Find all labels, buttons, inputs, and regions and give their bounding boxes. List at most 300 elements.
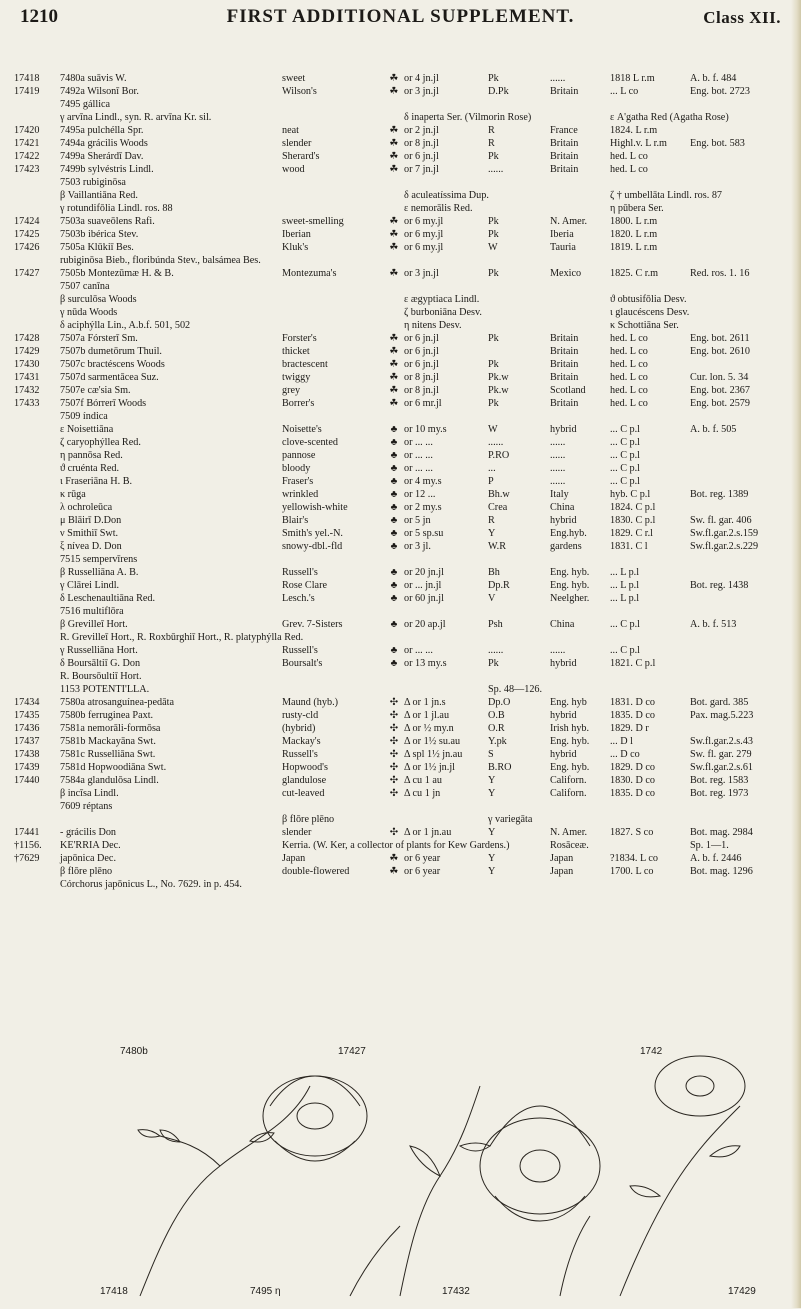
cell-sym: ♣ — [390, 463, 398, 474]
cell-en: Iberian — [282, 229, 311, 240]
cell-n: 17424 — [14, 216, 40, 227]
cell-en: glandulose — [282, 775, 327, 786]
cell-year: ι glaucéscens Desv. — [610, 307, 690, 318]
cell-name: 7507a Fórsterī Sm. — [60, 333, 138, 344]
cell-sym: ☘ — [389, 164, 399, 175]
cell-ref: A. b. f. 505 — [690, 424, 737, 435]
cell-flower: Y — [488, 866, 496, 877]
cell-year: ... C p.l — [610, 476, 641, 487]
cell-country: Eng. hyb — [550, 697, 587, 708]
cell-flower: Sp. 48—126. — [488, 684, 543, 695]
cell-ref: Eng. bot. 2610 — [690, 346, 750, 357]
cell-name: 7515 sempervīrens — [60, 554, 138, 565]
cell-year: ... C p.l — [610, 619, 641, 630]
cell-year: 1820. L r.m — [610, 229, 658, 240]
cell-flower: Pk — [488, 216, 499, 227]
cell-year: 1829. D co — [610, 762, 655, 773]
cell-sym: ✣ — [389, 736, 399, 747]
cell-year: 1829. D r — [610, 723, 649, 734]
cell-country: ...... — [550, 645, 566, 656]
cell-flower: Y — [488, 853, 496, 864]
cell-country: Iberia — [550, 229, 574, 240]
cell-ref: Sw.fl.gar.2.s.61 — [690, 762, 754, 773]
cell-flower: W — [488, 424, 498, 435]
cell-name: 7492a Wilsonī Bor. — [60, 86, 139, 97]
cell-en: Wilson's — [282, 86, 317, 97]
cell-sym: ♣ — [390, 645, 398, 656]
cell-country: China — [550, 502, 575, 513]
cell-flower: Y — [488, 827, 496, 838]
cell-habit: or 6 mr.jl — [404, 398, 442, 409]
cell-habit: or 12 ... — [404, 489, 436, 500]
cell-flower: ... — [488, 463, 496, 474]
cell-habit: Δ cu 1 au — [404, 775, 442, 786]
cell-habit: Δ or 1½ jn.jl — [404, 762, 455, 773]
figure-label: 7480b — [120, 1046, 148, 1057]
cell-habit: or 6 jn.jl — [404, 346, 439, 357]
cell-year: hed. L co — [610, 398, 648, 409]
cell-en: Grev. 7-Sisters — [282, 619, 343, 630]
cell-sym: ♣ — [390, 515, 398, 526]
cell-en: double-flowered — [282, 866, 350, 877]
cell-flower: Y — [488, 528, 496, 539]
cell-flower: O.R — [488, 723, 505, 734]
cell-en: bractescent — [282, 359, 328, 370]
cell-habit: or 13 my.s — [404, 658, 447, 669]
page-edge — [791, 0, 801, 1308]
cell-en: Boursalt's — [282, 658, 323, 669]
cell-name: 7507b dumetōrum Thuil. — [60, 346, 162, 357]
cell-flower: Bh — [488, 567, 500, 578]
cell-sym: ☘ — [389, 125, 399, 136]
cell-name: 7505a Klūkiī Bes. — [60, 242, 134, 253]
cell-sym: ✣ — [389, 762, 399, 773]
cell-year: 1835. D co — [610, 710, 655, 721]
cell-year: hed. L co — [610, 346, 648, 357]
cell-sym: ♣ — [390, 489, 398, 500]
cell-name: κ rūga — [60, 489, 86, 500]
cell-name: β Vaillantiāna Red. — [60, 190, 138, 201]
cell-year: ε A'gatha Red (Agatha Rose) — [610, 112, 729, 123]
cell-name: β Russelliāna A. B. — [60, 567, 139, 578]
cell-flower: Pk — [488, 229, 499, 240]
cell-country: Californ. — [550, 788, 587, 799]
cell-en: sweet — [282, 73, 306, 84]
cell-flower: Y.pk — [488, 736, 507, 747]
cell-name: 7507e cæ'sia Sm. — [60, 385, 131, 396]
cell-n: 17438 — [14, 749, 40, 760]
cell-name: β flōre plēno — [60, 866, 113, 877]
cell-n: 17430 — [14, 359, 40, 370]
cell-en: clove-scented — [282, 437, 339, 448]
cell-en: wood — [282, 164, 305, 175]
cell-sym: ✣ — [389, 775, 399, 786]
cell-flower: D.Pk — [488, 86, 509, 97]
cell-country: Italy — [550, 489, 569, 500]
cell-sym: ☘ — [389, 333, 399, 344]
cell-country: Eng. hyb. — [550, 736, 590, 747]
cell-flower: Pk — [488, 73, 499, 84]
cell-ref: Eng. bot. 2611 — [690, 333, 750, 344]
cell-year: 1827. S co — [610, 827, 654, 838]
cell-flower: Psh — [488, 619, 503, 630]
cell-name: ζ caryophýllea Red. — [60, 437, 141, 448]
cell-country: Britain — [550, 346, 579, 357]
cell-year: ... L p.l — [610, 580, 640, 591]
cell-ref: Pax. mag.5.223 — [690, 710, 754, 721]
cell-ref: Eng. bot. 2579 — [690, 398, 750, 409]
cell-name: R. Grevilleī Hort., R. Roxbūrghiī Hort., R. platyphýlla Red. — [60, 632, 304, 643]
cell-habit: ζ burboniāna Desv. — [404, 307, 482, 318]
cell-name: β incīsa Lindl. — [60, 788, 119, 799]
cell-year: ... C p.l — [610, 645, 641, 656]
cell-flower: ...... — [488, 437, 504, 448]
cell-name: γ nūda Woods — [60, 307, 118, 318]
cell-flower: Pk — [488, 268, 499, 279]
page-title: FIRST ADDITIONAL SUPPLEMENT. — [226, 6, 575, 27]
cell-name: - grácilis Don — [60, 827, 117, 838]
cell-n: †1156. — [14, 840, 42, 851]
cell-n: 17435 — [14, 710, 40, 721]
cell-country: Neelgher. — [550, 593, 590, 604]
cell-name: β surculōsa Woods — [60, 294, 137, 305]
cell-n: 17429 — [14, 346, 40, 357]
cell-sym: ✣ — [389, 788, 399, 799]
cell-country: ...... — [550, 73, 566, 84]
cell-country: hybrid — [550, 710, 577, 721]
cell-year: 1830. D co — [610, 775, 655, 786]
cell-name: ν Smithiī Swt. — [60, 528, 119, 539]
cell-sym: ☘ — [389, 359, 399, 370]
cell-n: †7629 — [14, 853, 40, 864]
cell-name: 7584a glandulōsa Lindl. — [60, 775, 159, 786]
cell-name: 7509 índica — [60, 411, 108, 422]
cell-flower: ...... — [488, 164, 504, 175]
cell-year: ?1834. L co — [610, 853, 658, 864]
cell-year: hed. L co — [610, 333, 648, 344]
cell-en: Montezuma's — [282, 268, 337, 279]
cell-country: ...... — [550, 437, 566, 448]
cell-flower: O.B — [488, 710, 505, 721]
cell-name: 7580b ferruginea Paxt. — [60, 710, 154, 721]
cell-country: Scotland — [550, 385, 586, 396]
cell-habit: or 5 jn — [404, 515, 431, 526]
cell-country: N. Amer. — [550, 216, 588, 227]
cell-year: 1835. D co — [610, 788, 655, 799]
cell-name: β Grevilleī Hort. — [60, 619, 128, 630]
cell-ref: Eng. bot. 583 — [690, 138, 745, 149]
cell-country: France — [550, 125, 578, 136]
cell-en: Russell's — [282, 567, 318, 578]
cell-sym: ☘ — [389, 138, 399, 149]
cell-habit: Δ or ½ my.n — [404, 723, 454, 734]
cell-en: slender — [282, 827, 312, 838]
cell-flower: Pk.w — [488, 372, 509, 383]
cell-name: 7495 gállica — [60, 99, 111, 110]
cell-name: 7505b Montezūmæ H. & B. — [60, 268, 174, 279]
cell-name: 7581c Russelliāna Swt. — [60, 749, 156, 760]
cell-habit: or 6 jn.jl — [404, 359, 439, 370]
cell-flower: Bh.w — [488, 489, 510, 500]
cell-name: KE'RRIA Dec. — [60, 840, 121, 851]
cell-en: Blair's — [282, 515, 309, 526]
cell-en: wrinkled — [282, 489, 319, 500]
cell-habit: Δ or 1 jn.au — [404, 827, 452, 838]
cell-year: 1700. L co — [610, 866, 654, 877]
cell-en: β flōre plēno — [282, 814, 335, 825]
cell-name: γ Russelliāna Hort. — [60, 645, 138, 656]
cell-country: Britain — [550, 398, 579, 409]
cell-sym: ☘ — [389, 216, 399, 227]
cell-ref: Sp. 1—1. — [690, 840, 729, 851]
cell-n: 17434 — [14, 697, 40, 708]
cell-en: bloody — [282, 463, 311, 474]
cell-year: 1831. D co — [610, 697, 655, 708]
cell-habit: or ... ... — [404, 437, 433, 448]
cell-n: 17431 — [14, 372, 40, 383]
cell-sym: ✣ — [389, 723, 399, 734]
cell-habit: or ... ... — [404, 463, 433, 474]
cell-sym: ☘ — [389, 268, 399, 279]
cell-flower: ...... — [488, 645, 504, 656]
cell-year: 1829. C r.l — [610, 528, 654, 539]
cell-flower: Dp.R — [488, 580, 510, 591]
cell-flower: Pk.w — [488, 385, 509, 396]
cell-habit: ε ægyptiaca Lindl. — [404, 294, 480, 305]
cell-habit: Δ or 1 jn.s — [404, 697, 446, 708]
cell-year: Highl.v. L r.m — [610, 138, 667, 149]
cell-ref: Sw. fl. gar. 406 — [690, 515, 752, 526]
cell-sym: ✣ — [389, 710, 399, 721]
cell-country: ...... — [550, 450, 566, 461]
cell-habit: or 6 year — [404, 853, 441, 864]
cell-name: 7516 multiflōra — [60, 606, 124, 617]
cell-flower: V — [488, 593, 496, 604]
cell-name: 7581d Hopwoodiāna Swt. — [60, 762, 167, 773]
cell-en: Kerria. (W. Ker, a collector of plants for Kew Gardens.) — [282, 840, 510, 851]
cell-en: sweet-smelling — [282, 216, 344, 227]
cell-n: 17433 — [14, 398, 40, 409]
cell-name: 7507 canīna — [60, 281, 110, 292]
cell-habit: or 8 jn.jl — [404, 138, 439, 149]
cell-ref: Bot. gard. 385 — [690, 697, 749, 708]
cell-ref: Sw.fl.gar.2.s.43 — [690, 736, 754, 747]
cell-year: 1831. C l — [610, 541, 648, 552]
cell-habit: or ... jn.jl — [404, 580, 442, 591]
cell-ref: Eng. bot. 2723 — [690, 86, 750, 97]
cell-year: 1824. L r.m — [610, 125, 658, 136]
cell-sym: ☘ — [389, 398, 399, 409]
cell-year: hed. L co — [610, 359, 648, 370]
cell-n: 17439 — [14, 762, 40, 773]
cell-sym: ☘ — [389, 151, 399, 162]
cell-year: ... L p.l — [610, 567, 640, 578]
cell-country: Eng. hyb. — [550, 762, 590, 773]
cell-en: yellowish-white — [282, 502, 348, 513]
cell-country: Eng.hyb. — [550, 528, 587, 539]
cell-ref: Bot. mag. 2984 — [690, 827, 753, 838]
cell-country: N. Amer. — [550, 827, 588, 838]
cell-habit: or 2 my.s — [404, 502, 442, 513]
cell-habit: or 20 ap.jl — [404, 619, 446, 630]
cell-flower: Pk — [488, 658, 499, 669]
cell-habit: or 6 my.jl — [404, 216, 444, 227]
cell-habit: or 6 jn.jl — [404, 333, 439, 344]
cell-n: 17437 — [14, 736, 40, 747]
cell-name: Córchorus japōnicus L., No. 7629. in p. 454. — [60, 879, 242, 890]
cell-habit: Δ or 1 jl.au — [404, 710, 450, 721]
cell-flower: B.RO — [488, 762, 512, 773]
cell-sym: ☘ — [389, 73, 399, 84]
cell-country: Britain — [550, 359, 579, 370]
cell-name: 7507f Bórrerī Woods — [60, 398, 147, 409]
cell-name: δ Leschenaultiāna Red. — [60, 593, 156, 604]
cell-habit: or 6 my.jl — [404, 229, 444, 240]
cell-en: thicket — [282, 346, 310, 357]
cell-sym: ✣ — [389, 827, 399, 838]
cell-flower: Y — [488, 788, 496, 799]
cell-habit: Δ spl 1½ jn.au — [404, 749, 463, 760]
cell-year: 1824. C p.l — [610, 502, 656, 513]
cell-country: hybrid — [550, 749, 577, 760]
rose-illustrations — [100, 1046, 790, 1304]
cell-sym: ♣ — [390, 528, 398, 539]
cell-year: ζ † umbellāta Lindl. ros. 87 — [610, 190, 723, 201]
cell-flower: Pk — [488, 151, 499, 162]
cell-en: cut-leaved — [282, 788, 325, 799]
cell-sym: ☘ — [389, 229, 399, 240]
figure-label: 1742 — [640, 1046, 663, 1057]
cell-sym: ♣ — [390, 476, 398, 487]
cell-ref: Bot. mag. 1296 — [690, 866, 753, 877]
cell-habit: Δ cu 1 jn — [404, 788, 441, 799]
cell-flower: R — [488, 125, 495, 136]
cell-habit: or ... ... — [404, 450, 433, 461]
cell-year: ... C p.l — [610, 424, 641, 435]
cell-sym: ♣ — [390, 580, 398, 591]
cell-flower: Pk — [488, 359, 499, 370]
cell-ref: Sw.fl.gar.2.s.229 — [690, 541, 759, 552]
cell-habit: or ... ... — [404, 645, 433, 656]
cell-name: 7609 réptans — [60, 801, 113, 812]
cell-year: ϑ obtusifōlia Desv. — [610, 294, 687, 305]
cell-habit: or 60 jn.jl — [404, 593, 444, 604]
cell-year: 1818 L r.m — [610, 73, 655, 84]
cell-year: 1819. L r.m — [610, 242, 658, 253]
page-header — [20, 6, 781, 32]
page-number: 1210 — [20, 6, 58, 27]
cell-year: ... C p.l — [610, 437, 641, 448]
cell-sym: ☘ — [389, 853, 399, 864]
cell-name: ϑ cruénta Red. — [60, 463, 120, 474]
cell-flower: Dp.O — [488, 697, 511, 708]
cell-country: Eng. hyb. — [550, 580, 590, 591]
cell-habit: or 3 jn.jl — [404, 86, 439, 97]
cell-flower: R — [488, 515, 495, 526]
cell-country: Irish hyb. — [550, 723, 590, 734]
cell-name: rubiginōsa Bieb., floribúnda Stev., balsámea Bes. — [60, 255, 261, 266]
cell-ref: Sw.fl.gar.2.s.159 — [690, 528, 759, 539]
cell-name: ε Noisettiāna — [60, 424, 114, 435]
cell-country: Californ. — [550, 775, 587, 786]
cell-sym: ♣ — [390, 437, 398, 448]
cell-country: Britain — [550, 151, 579, 162]
cell-name: 7495a pulchélla Spr. — [60, 125, 144, 136]
cell-en: Russell's — [282, 645, 318, 656]
cell-en: Lesch.'s — [282, 593, 315, 604]
cell-sym: ✣ — [389, 697, 399, 708]
cell-name: 7581a nemorāli-formōsa — [60, 723, 161, 734]
cell-country: Japan — [550, 853, 574, 864]
cell-habit: or 6 year — [404, 866, 441, 877]
cell-n: 17418 — [14, 73, 40, 84]
cell-flower: W.R — [488, 541, 507, 552]
cell-habit: δ inaperta Ser. (Vilmorin Rose) — [404, 112, 532, 123]
cell-flower: S — [488, 749, 494, 760]
cell-sym: ☘ — [389, 385, 399, 396]
cell-habit: or 10 my.s — [404, 424, 447, 435]
cell-name: γ arvīna Lindl., syn. R. arvīna Kr. sil. — [60, 112, 212, 123]
cell-year: 1830. C p.l — [610, 515, 656, 526]
cell-en: Japan — [282, 853, 306, 864]
class-label: Class XII. — [703, 8, 781, 27]
cell-ref: Eng. bot. 2367 — [690, 385, 750, 396]
cell-en: Kluk's — [282, 242, 309, 253]
cell-year: hed. L co — [610, 164, 648, 175]
cell-ref: Bot. reg. 1389 — [690, 489, 749, 500]
cell-n: 17436 — [14, 723, 40, 734]
figure-label: 17427 — [338, 1046, 366, 1057]
cell-flower: Crea — [488, 502, 508, 513]
cell-habit: or 6 my.jl — [404, 242, 444, 253]
cell-name: 1153 POTENTI'LLA. — [60, 684, 150, 695]
cell-en: Maund (hyb.) — [282, 697, 339, 708]
cell-habit: or 3 jl. — [404, 541, 431, 552]
cell-habit: η nitens Desv. — [404, 320, 462, 331]
cell-habit: or 5 sp.su — [404, 528, 444, 539]
cell-sym: ☘ — [389, 242, 399, 253]
cell-name: R. Boursōultiī Hort. — [60, 671, 142, 682]
cell-flower: γ variegāta — [488, 814, 533, 825]
cell-name: δ aciphýlla Lin., A.b.f. 501, 502 — [60, 320, 191, 331]
cell-year: hed. L co — [610, 151, 648, 162]
cell-year: ... D co — [610, 749, 640, 760]
cell-sym: ♣ — [390, 658, 398, 669]
cell-n: 17422 — [14, 151, 40, 162]
cell-n: 17423 — [14, 164, 40, 175]
cell-ref: Sw. fl. gar. 279 — [690, 749, 752, 760]
figure-label: 17418 — [100, 1286, 128, 1297]
cell-sym: ♣ — [390, 424, 398, 435]
cell-country: Tauria — [550, 242, 576, 253]
cell-name: 7507d sarmentācea Suz. — [60, 372, 159, 383]
cell-en: Mackay's — [282, 736, 321, 747]
cell-ref: Red. ros. 1. 16 — [690, 268, 750, 279]
cell-name: 7580a atrosanguínea-pedāta — [60, 697, 174, 708]
cell-year: ... L co — [610, 86, 639, 97]
figure-label: 17432 — [442, 1286, 470, 1297]
cell-flower: W — [488, 242, 498, 253]
cell-en: Smith's yel.-N. — [282, 528, 343, 539]
cell-year: hyb. C p.l — [610, 489, 651, 500]
cell-en: grey — [282, 385, 301, 396]
cell-name: δ Boursāltiī G. Don — [60, 658, 141, 669]
cell-n: 17420 — [14, 125, 40, 136]
cell-n: 17441 — [14, 827, 40, 838]
cell-name: 7503b ibérica Stev. — [60, 229, 139, 240]
cell-habit: or 7 jn.jl — [404, 164, 439, 175]
cell-flower: Pk — [488, 398, 499, 409]
